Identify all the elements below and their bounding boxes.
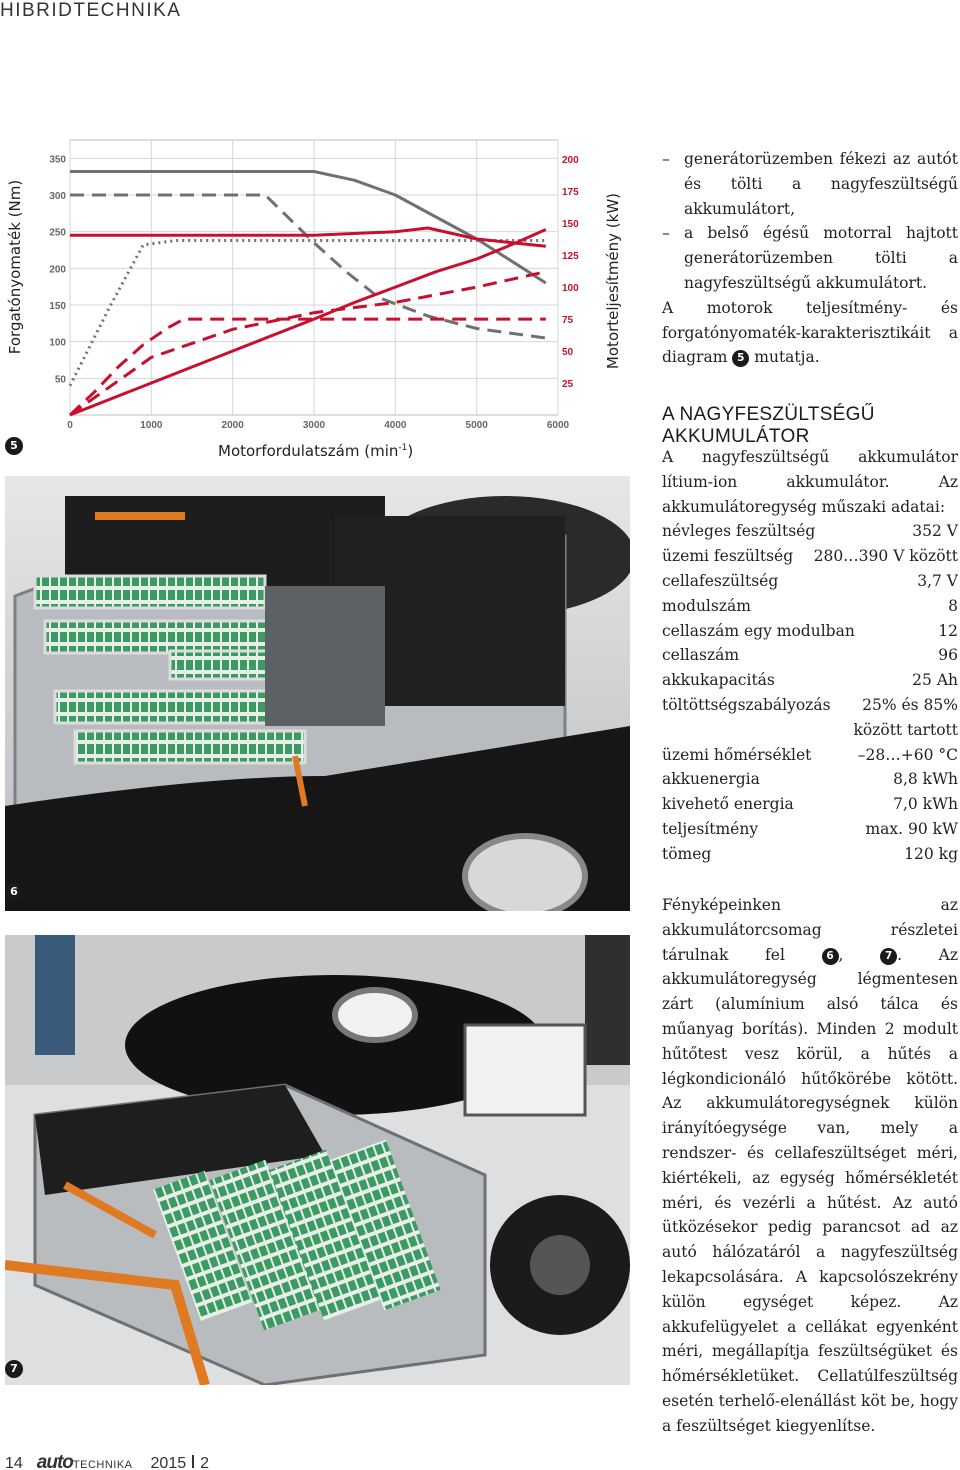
- spec-value: max. 90 kW: [865, 819, 958, 838]
- figure-ref-7: 7: [880, 948, 897, 965]
- chart-x-tick-label: 1000: [140, 420, 163, 431]
- chart-y-left-tick-label: 50: [54, 374, 66, 386]
- spec-value: 25 Ah: [912, 671, 958, 690]
- intro-text: [662, 147, 958, 370]
- battery-pack-photo-bottom: [5, 935, 630, 1385]
- battery-pack-photo-top: [5, 476, 630, 911]
- torque-power-chart: [38, 130, 598, 435]
- chart-y-right-tick-label: 100: [562, 283, 579, 295]
- page-number: 14: [5, 1455, 23, 1470]
- lead-paragraph: A nagyfeszültségű akkumulátor lítium-ion akkumulátor. Az akkumulátoregység műszaki adatai:: [662, 448, 958, 516]
- footer-separator: [192, 1455, 194, 1468]
- figure-number-7: 7: [5, 1360, 23, 1378]
- magazine-logo-a: auto: [36, 1452, 73, 1470]
- spec-row: [662, 643, 958, 668]
- spec-label: üzemi feszültség: [662, 547, 794, 566]
- spec-row: [662, 842, 958, 867]
- spec-value: –28…+60 °C: [857, 745, 958, 764]
- spec-row: [662, 594, 958, 619]
- chart-y-right-tick-label: 200: [562, 155, 579, 167]
- spec-value: 280…390 V között: [813, 547, 958, 566]
- chart-x-tick-label: 6000: [546, 420, 570, 431]
- figure-ref-6: 6: [822, 948, 839, 965]
- spec-row: [662, 792, 958, 817]
- spec-row: [662, 519, 958, 544]
- figure-number-5: 5: [5, 437, 23, 455]
- body-paragraph: Fényképeinken az akkumulátorcsomag részletei tárulnak fel 6 , 7 . Az akkumulátoregység légmentesen zárt (alumínium alsó tálca és műanyag borítás). Minden 2 modult hűtőtest vesz körül, a hűtés a légkondicionáló hűtőkörébe kötött. Az akkumulátoregységnek külön irányítóegysége van, mely a rendszer- és cellafeszültséget méri, kiértékeli, az egység hőmérsékletét méri, és vezérli a hűtést. Az autó ütközésekor pedig parancsot ad az autó hálózatáról a nagyfeszültség lekapcsolására. A kapcsolószekrény külön egységet képez. Az akkufelügyelet a cellákat egyenként méri, megállapítja feszültségüket és hőmérsékletüket. Cellatúlfeszültség esetén terhelő-elenállást köt be, hogy a feszültséget kiegyenlítse.: [662, 896, 959, 1435]
- spec-label: töltöttségszabályozás: [662, 695, 831, 714]
- spec-label: teljesítmény: [662, 819, 759, 838]
- spec-row: [662, 668, 958, 693]
- spec-label: modulszám: [662, 596, 751, 615]
- spec-row: [662, 569, 958, 594]
- spec-row: [662, 718, 958, 743]
- magazine-logo-b: TECHNIKA: [72, 1459, 133, 1470]
- spec-row: [662, 619, 958, 644]
- page-footer: [5, 1452, 209, 1470]
- chart-x-tick-label: 3000: [302, 420, 326, 431]
- chart-y-right-tick-label: 25: [562, 379, 574, 391]
- spec-value: 8: [948, 596, 958, 615]
- spec-row: [662, 693, 958, 718]
- chart-y-left-label: Forgatónyomaték (Nm): [6, 179, 24, 355]
- spec-value: 3,7 V: [917, 571, 958, 590]
- spec-value: 25% és 85%: [862, 695, 958, 714]
- spec-label: kivehető energia: [662, 795, 794, 814]
- spec-row: [662, 544, 958, 569]
- spec-label: akkukapacitás: [662, 671, 775, 690]
- chart-x-tick-label: 2000: [221, 420, 244, 431]
- section-subheading: A NAGYFESZÜLTSÉGŰ AKKUMULÁTOR: [662, 404, 875, 447]
- spec-row: [662, 743, 958, 768]
- spec-label: akkuenergia: [662, 770, 760, 789]
- chart-y-left-tick-label: 300: [49, 191, 66, 202]
- chart-x-tick-label: 5000: [465, 420, 488, 431]
- chart-y-right-tick-label: 50: [562, 347, 574, 359]
- chart-y-left-tick-label: 250: [49, 227, 66, 239]
- spec-value: 96: [938, 646, 958, 665]
- spec-label: üzemi hőmérséklet: [662, 745, 812, 764]
- figure-number-6: 6: [5, 883, 23, 901]
- battery-specs: [662, 445, 958, 867]
- section-header: HIBRIDTECHNIKA: [0, 0, 182, 21]
- chart-y-left-tick-label: 150: [49, 301, 66, 312]
- chart-y-left-tick-label: 350: [49, 154, 66, 166]
- chart-y-right-label: Motorteljesítmény (kW): [604, 192, 622, 370]
- spec-value: 120 kg: [904, 844, 958, 863]
- chart-x-tick-label: 4000: [384, 420, 407, 431]
- spec-value: 352 V: [912, 522, 958, 541]
- intro-paragraph: A motorok teljesítmény- és forgatónyomaték-karakterisztikáit a diagram 5 mutatja.: [662, 298, 958, 367]
- chart-y-left-tick-label: 100: [49, 337, 66, 349]
- spec-row: [662, 767, 958, 792]
- chart-y-right-tick-label: 150: [562, 219, 579, 231]
- spec-label: névleges feszültség: [662, 522, 816, 541]
- spec-label: cellaszám egy modulban: [662, 621, 855, 640]
- chart-y-right-tick-label: 75: [562, 315, 574, 327]
- spec-label: cellaszám: [662, 646, 740, 665]
- spec-table: [662, 519, 958, 866]
- spec-label: tömeg: [662, 844, 712, 863]
- spec-value: 12: [938, 621, 958, 640]
- chart-x-label: Motorfordulatszám $(\min^{-1})$: [218, 442, 414, 460]
- spec-row: [662, 817, 958, 842]
- intro-list-item: – a belső égésű motorral hajtott generátorüzemben tölti a nagyfeszültségű akkumulátort.: [662, 221, 958, 295]
- chart-y-right-tick-label: 175: [562, 187, 579, 199]
- spec-value: 7,0 kWh: [893, 795, 958, 814]
- spec-value: között tartott: [853, 720, 958, 739]
- issue-number: 2: [200, 1455, 210, 1470]
- spec-label: cellafeszültség: [662, 571, 779, 590]
- figure-ref-5: 5: [732, 350, 749, 367]
- issue-year: 2015: [150, 1455, 187, 1470]
- intro-list-item: – generátorüzemben fékezi az autót és tölti a nagyfeszültségű akkumulátort,: [662, 147, 958, 221]
- chart-x-tick-label: 0: [67, 420, 73, 431]
- chart-y-right-tick-label: 125: [562, 251, 579, 263]
- spec-value: 8,8 kWh: [893, 770, 958, 789]
- chart-y-left-tick-label: 200: [49, 264, 66, 276]
